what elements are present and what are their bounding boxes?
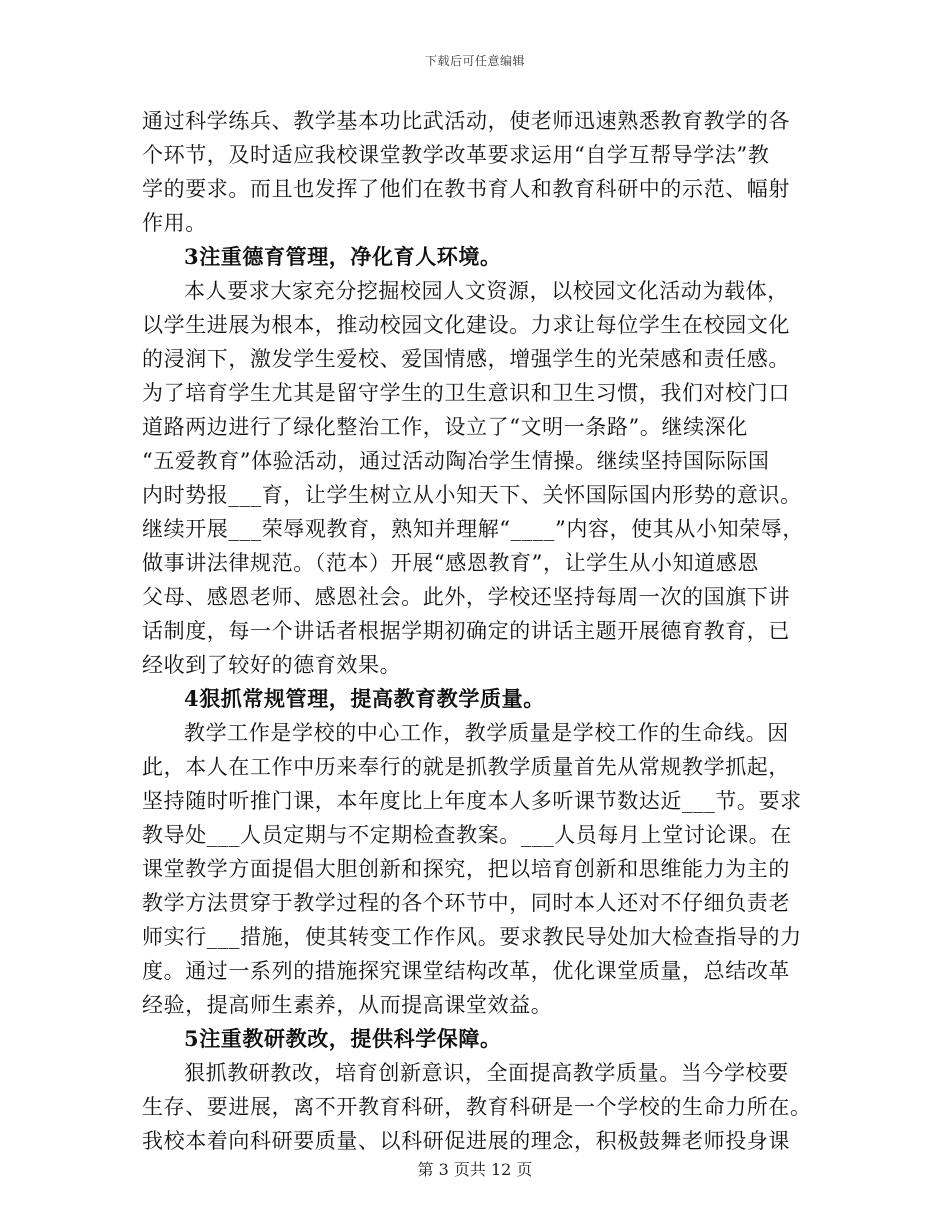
section-heading: 5注重教研教改，提供科学保障。 [184,1026,502,1051]
body-text-line: 父母、感恩老师、感恩社会。此外，学校还坚持每周一次的国旗下讲 [142,585,790,609]
body-text-line: 做事讲法律规范。（范本）开展“感恩教育”，让学生从小知道感恩 [142,551,759,575]
body-text-line: 为了培育学生尤其是留守学生的卫生意识和卫生习惯，我们对校门口 [142,381,790,405]
body-text-line: 教学方法贯穿于教学过程的各个环节中，同时本人还对不仔细负责老 [142,891,790,915]
section-heading: 4狠抓常规管理，提高教育教学质量。 [184,686,545,711]
body-text-line: 生存、要进展，离不开教育科研，教育科研是一个学校的生命力所在。 [142,1095,812,1119]
body-text-line: 作用。 [142,211,207,235]
document-body [142,104,822,1158]
body-text-line: 本人要求大家充分挖掘校园人文资源，以校园文化活动为载体， [184,279,789,303]
body-text-line: 的浸润下，激发学生爱校、爱国情感，增强学生的光荣感和责任感。 [142,347,790,371]
body-text-line: 教学工作是学校的中心工作，教学质量是学校工作的生命线。因 [184,721,789,745]
body-text-line: 继续开展___荣辱观教育，熟知并理解“____”内容，使其从小知荣辱， [142,517,804,541]
body-text-line: 通过科学练兵、教学基本功比武活动，使老师迅速熟悉教育教学的各 [142,109,790,133]
body-text-line: 坚持随时听推门课，本年度比上年度本人多听课节数达近___节。要求 [142,789,802,813]
body-text-line: 经验，提高师生素养，从而提高课堂效益。 [142,993,553,1017]
section-heading: 3注重德育管理，净化育人环境。 [184,244,502,269]
body-text-line: 个环节，及时适应我校课堂教学改革要求运用“自学互帮导学法”教 [142,143,770,167]
body-text-line: 课堂教学方面提倡大胆创新和探究，把以培育创新和思维能力为主的 [142,857,790,881]
body-text-line: 师实行___措施，使其转变工作作风。要求教民导处加大检查指导的力 [142,925,802,949]
body-text-line: 道路两边进行了绿化整治工作，设立了“文明一条路”。继续深化 [142,415,748,439]
page-header: 下载后可任意编辑 [424,54,525,68]
body-text-line: 此，本人在工作中历来奉行的就是抓教学质量首先从常规教学抓起， [142,755,790,779]
body-text-line: 内时势报___育，让学生树立从小知天下、关怀国际国内形势的意识。 [142,483,802,507]
body-text-line: 我校本着向科研要质量、以科研促进展的理念，积极鼓舞老师投身课 [142,1129,790,1153]
body-text-line: 狠抓教研教改，培育创新意识，全面提高教学质量。当今学校要 [184,1061,789,1085]
body-text-line: 以学生进展为根本，推动校园文化建设。力求让每位学生在校园文化 [142,313,790,337]
body-text-line: 度。通过一系列的措施探究课堂结构改革，优化课堂质量，总结改革 [142,959,790,983]
body-text-line: 话制度，每一个讲话者根据学期初确定的讲话主题开展德育教育，已 [142,619,790,643]
page-number: 第 3 页共 12 页 [417,1160,533,1179]
body-text-line: 学的要求。而且也发挥了他们在教书育人和教育科研中的示范、幅射 [142,177,790,201]
body-text-line: “五爱教育”体验活动，通过活动陶冶学生情操。继续坚持国际际国 [142,449,770,473]
body-text-line: 经收到了较好的德育效果。 [142,653,402,677]
body-text-line: 教导处___人员定期与不定期检查教案。___人员每月上堂讨论课。在 [142,823,792,847]
